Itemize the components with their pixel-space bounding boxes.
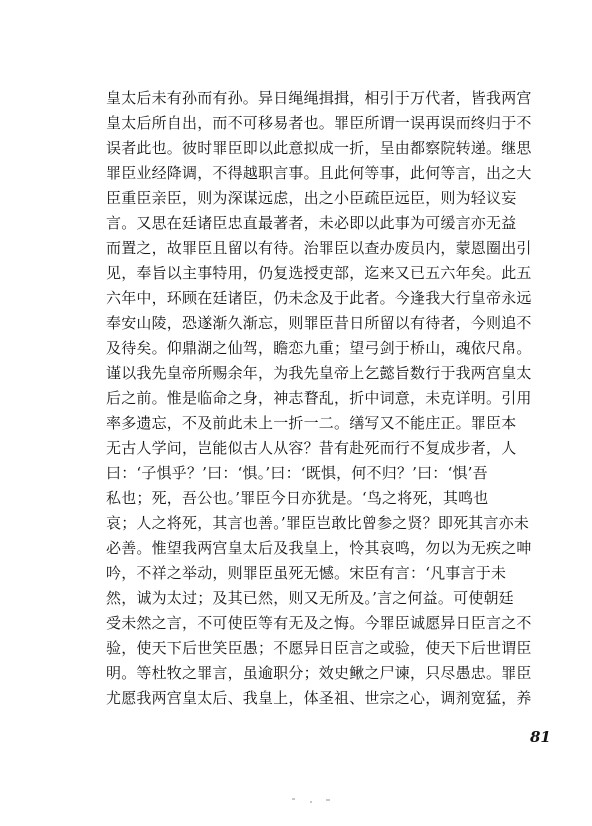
text-line: 必善。惟望我两宫皇太后及我皇上，怜其哀鸣，勿以为无疾之呻 bbox=[106, 539, 532, 557]
text-line: 曰：‘子惧乎？’曰：‘惧。’曰：‘既惧，何不归？’曰：‘惧’吾 bbox=[106, 464, 488, 482]
text-line: 六年中，环顾在廷诸臣，仍未念及于此者。今逢我大行皇帝永远 bbox=[106, 289, 532, 307]
page-number: 81 bbox=[530, 728, 551, 746]
scan-artifact bbox=[292, 798, 295, 800]
text-line: 皇太后未有孙而有孙。异日绳绳揖揖，相引于万代者，皆我两宫 bbox=[106, 89, 532, 107]
text-line: 吟，不祥之举动，则罪臣虽死无憾。宋臣有言：‘凡事言于未 bbox=[106, 564, 507, 582]
text-line: 尤愿我两宫皇太后、我皇上，体圣祖、世宗之心，调剂宽猛，养 bbox=[106, 689, 532, 707]
text-line: 罪臣业经降调，不得越职言事。且此何等事，此何等言，出之大 bbox=[106, 164, 532, 182]
text-line: 谨以我先皇帝所赐余年，为我先皇帝上乞懿旨数行于我两宫皇太 bbox=[106, 364, 532, 382]
text-line: 无古人学问，岂能似古人从容？昔有赴死而行不复成步者，人 bbox=[106, 439, 517, 457]
body-text bbox=[106, 86, 566, 711]
text-line: 见，奉旨以主事特用，仍复选授吏部，迄来又已五六年矣。此五 bbox=[106, 264, 532, 282]
text-line: 后之前。惟是临命之身，神志瞀乱，折中词意，未克详明。引用 bbox=[106, 389, 532, 407]
text-line: 而置之，故罪臣且留以有待。治罪臣以查办废员内，蒙恩圈出引 bbox=[106, 239, 532, 257]
text-line: 言。又思在廷诸臣忠直最著者，未必即以此事为可缓言亦无益 bbox=[106, 214, 517, 232]
scan-artifact bbox=[326, 799, 330, 801]
text-line: 误者此也。彼时罪臣即以此意拟成一折，呈由都察院转递。继思 bbox=[106, 139, 532, 157]
text-line: 及待矣。仰鼎湖之仙驾，瞻恋九重；望弓剑于桥山，魂依尺帛。 bbox=[106, 339, 532, 357]
text-line: 臣重臣亲臣，则为深谋远虑，出之小臣疏臣远臣，则为轻议妄 bbox=[106, 189, 517, 207]
text-line: 明。等杜牧之罪言，虽逾职分；效史鳅之尸谏，只尽愚忠。罪臣 bbox=[106, 664, 532, 682]
text-line: 皇太后所自出，而不可移易者也。罪臣所谓一误再误而终归于不 bbox=[106, 114, 532, 132]
text-line: 奉安山陵，恐遂渐久渐忘，则罪臣昔日所留以有待者，今则追不 bbox=[106, 314, 532, 332]
scan-artifact bbox=[310, 801, 312, 803]
text-line: 受未然之言，不可使臣等有无及之悔。今罪臣诚愿异日臣言之不 bbox=[106, 614, 532, 632]
text-line: 验，使天下后世笑臣愚；不愿异日臣言之或验，使天下后世谓臣 bbox=[106, 639, 532, 657]
text-line: 私也；死，吾公也。’罪臣今日亦犹是。‘鸟之将死，其鸣也 bbox=[106, 489, 489, 507]
text-line: 哀；人之将死，其言也善。’罪臣岂敢比曾参之贤？即死其言亦未 bbox=[106, 514, 530, 532]
text-line: 然，诚为太过；及其已然，则又无所及。’言之何益。可使朝廷 bbox=[106, 589, 514, 607]
text-line: 率多遗忘，不及前此未上一折一二。缮写又不能庄正。罪臣本 bbox=[106, 414, 517, 432]
